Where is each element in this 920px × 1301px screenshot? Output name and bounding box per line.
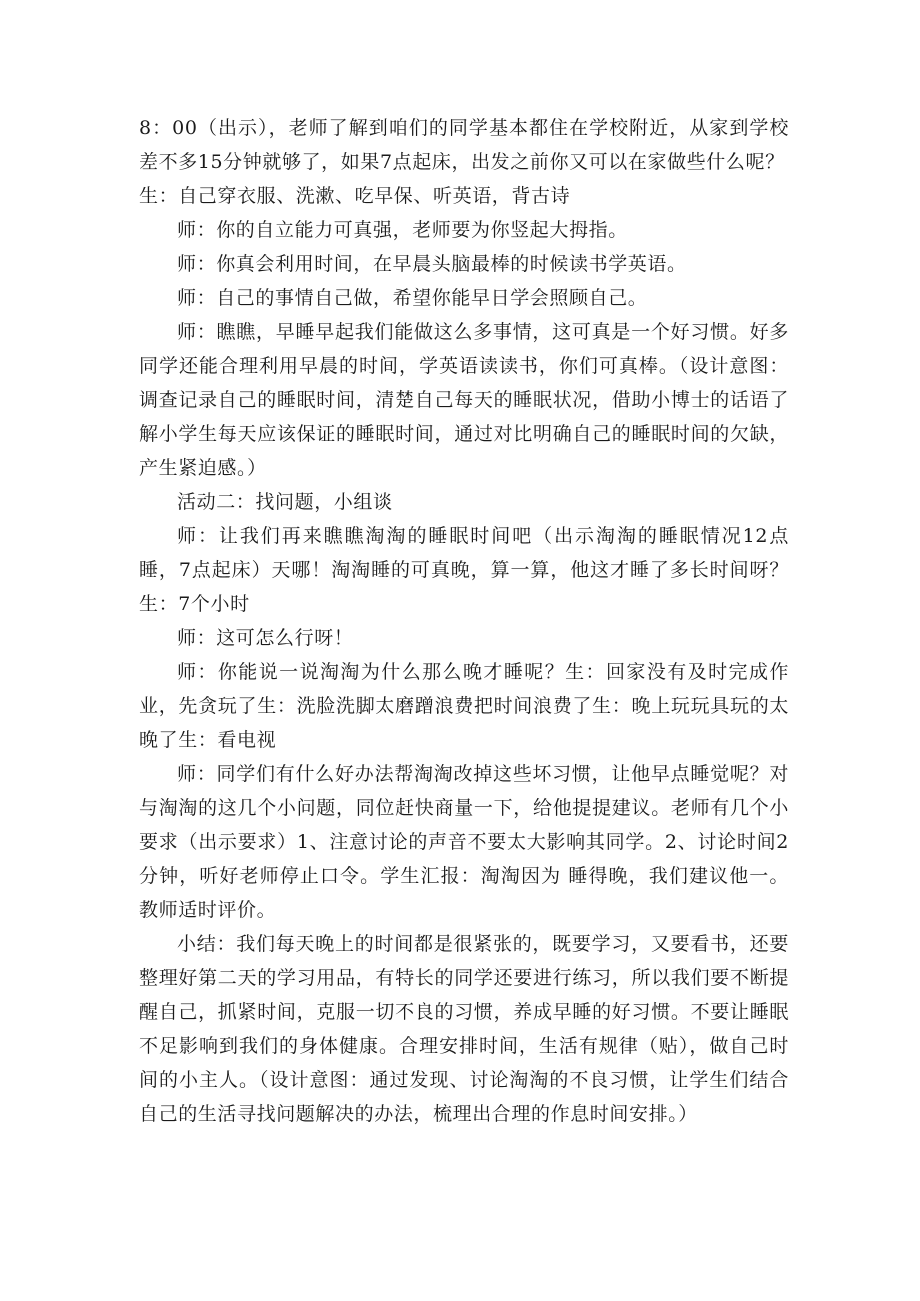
paragraph-teacher-remark: 师：这可怎么行呀！ <box>177 627 354 649</box>
paragraph-discussion: 师：同学们有什么好办法帮淘淘改掉这些坏习惯，让他早点睡觉呢？对与淘淘的这几个小问题，同位赶快商量一下，给他提提建议。老师有几个小要求（出示要求）1、注意讨论的声音不要太大影响其同学。2、讨论时间2分钟，听好老师停止口令。学生汇报：淘淘因为 睡得晚，我们建议他一。教师适时评价。 <box>139 763 789 921</box>
paragraph-design-intent-1: 师：瞧瞧，早睡早起我们能做这么多事情，这可真是一个好习惯。好多同学还能合理利用早晨的时间，学英语读读书，你们可真棒。（设计意图：调查记录自己的睡眠时间，清楚自己每天的睡眠状况，借助小博士的话语了解小学生每天应该保证的睡眠时间，通过对比明确自己的睡眠时间的欠缺，产生紧迫感。） <box>139 321 789 479</box>
paragraph-teacher-praise-2: 师：你真会利用时间，在早晨头脑最棒的时候读书学英语。 <box>177 253 687 275</box>
lesson-text <box>139 111 789 1131</box>
paragraph-activity-heading: 活动二：找问题，小组谈 <box>177 491 393 513</box>
paragraph-teacher-praise-1: 师：你的自立能力可真强，老师要为你竖起大拇指。 <box>177 219 628 241</box>
paragraph-intro: 8：00（出示），老师了解到咱们的同学基本都住在学校附近，从家到学校差不多15分钟就够了，如果7点起床，出发之前你又可以在家做些什么呢？ <box>139 117 789 173</box>
paragraph-teacher-praise-3: 师：自己的事情自己做，希望你能早日学会照顾自己。 <box>177 287 648 309</box>
paragraph-student-answer: 生：自己穿衣服、洗漱、吃早保、听英语，背古诗 <box>139 185 571 207</box>
paragraph-summary: 小结：我们每天晚上的时间都是很紧张的，既要学习，又要看书，还要整理好第二天的学习用品，有特长的同学还要进行练习，所以我们要不断提醒自己，抓紧时间，克服一切不良的习惯，养成早睡的好习惯。不要让睡眠不足影响到我们的身体健康。合理安排时间，生活有规律（贴），做自己时间的小主人。（设计意图：通过发现、讨论淘淘的不良习惯，让学生们结合自己的生活寻找问题解决的办法，梳理出合理的作息时间安排。） <box>139 933 789 1125</box>
paragraph-reasons: 师：你能说一说淘淘为什么那么晚才睡呢？生：回家没有及时完成作业，先贪玩了生：洗脸洗脚太磨蹭浪费把时间浪费了生：晚上玩玩具玩的太晚了生：看电视 <box>139 661 789 751</box>
paragraph-taotao-sleep: 师：让我们再来瞧瞧淘淘的睡眠时间吧（出示淘淘的睡眠情况12点睡，7点起床）天哪！淘淘睡的可真晚，算一算，他这才睡了多长时间呀？生：7个小时 <box>139 525 789 615</box>
